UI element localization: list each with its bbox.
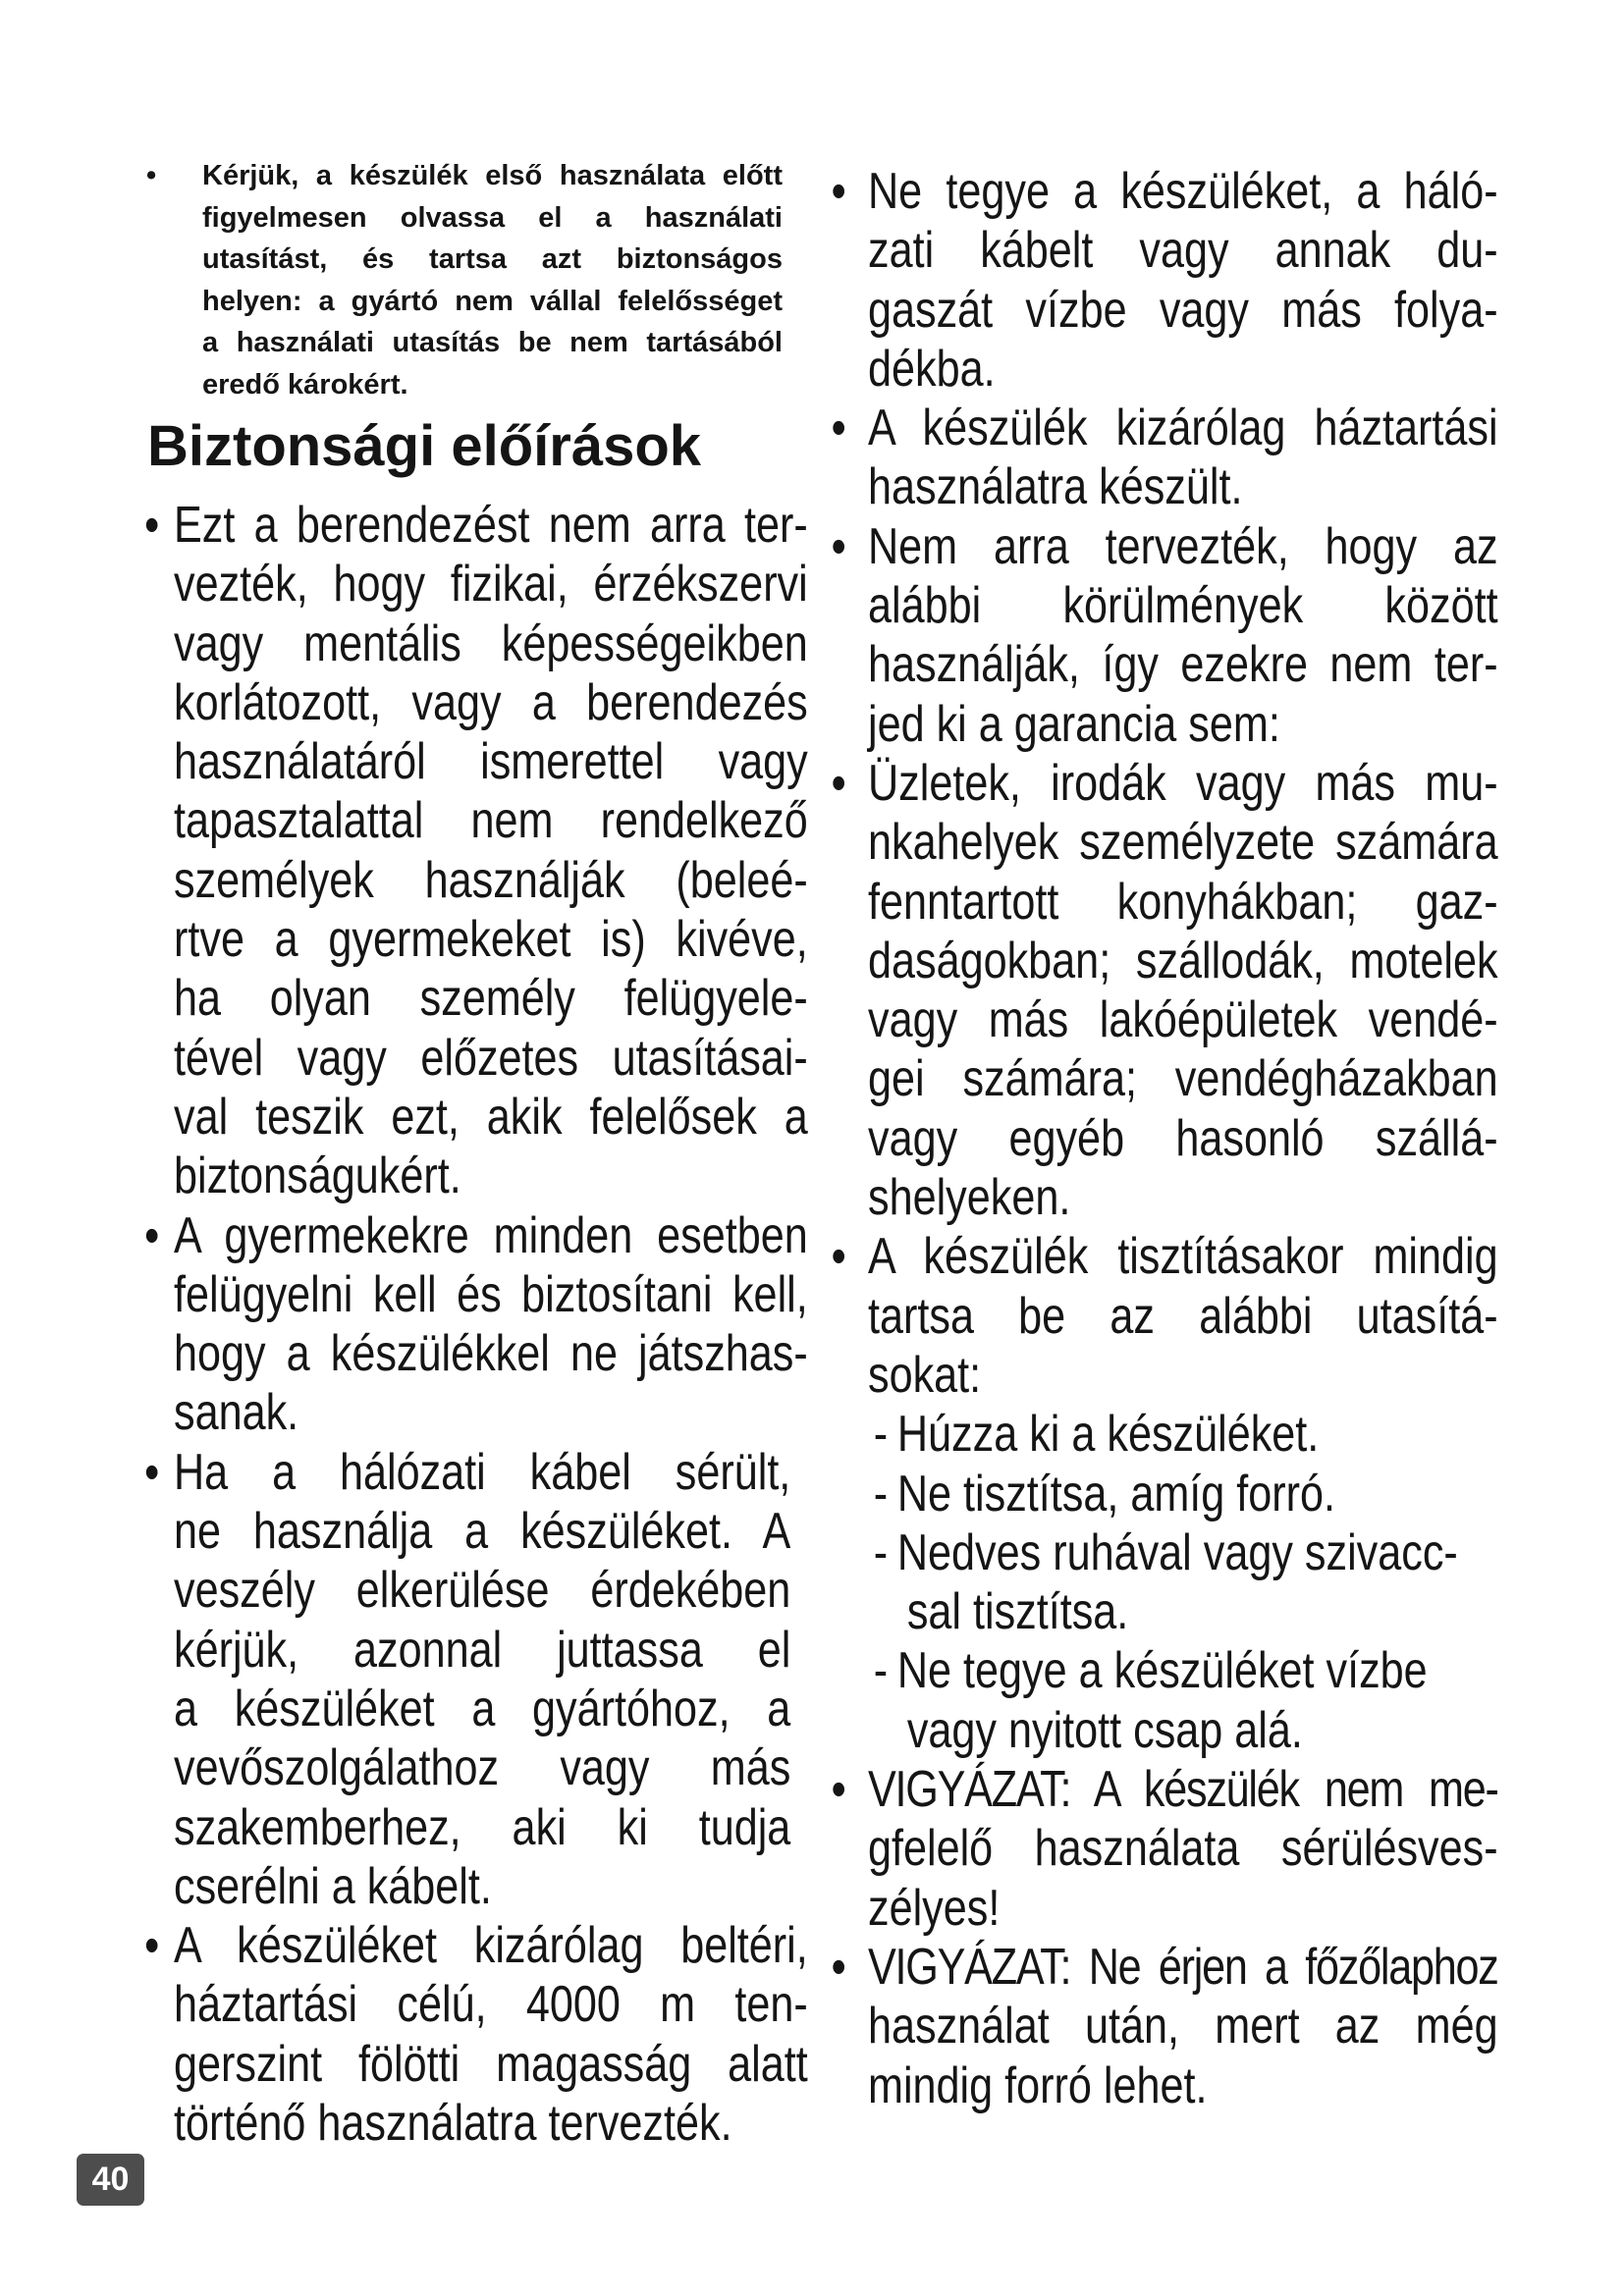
text-line: Kérjük, a készülék első használata előtt	[202, 160, 783, 191]
list-item	[144, 496, 808, 1206]
text-line: utasítást, és tartsa azt biztonságos	[202, 243, 783, 276]
text-line: VIGYÁZAT: Ne érjen a főzőlaphoz	[868, 1938, 1498, 1996]
text-line: szakemberhez, aki ki tudja	[174, 1798, 791, 1856]
text-line: dékba.	[868, 340, 996, 398]
text-line: háztartási célú, 4000 m ten-	[174, 1976, 808, 2034]
dash-marker: -	[873, 1642, 889, 1700]
text-line: Nedves ruhával vagy szivacc-	[896, 1523, 1458, 1581]
text-line: használatra készült.	[868, 458, 1243, 516]
text-line: zati kábelt vagy annak du-	[868, 222, 1498, 280]
bullet-marker: •	[831, 754, 846, 812]
text-line: vezték, hogy fizikai, érzékszervi	[174, 556, 808, 614]
dash-marker: -	[873, 1406, 889, 1464]
text-line: Ne tegye a készüléket vízbe	[896, 1642, 1428, 1700]
sub-list-item	[868, 1465, 1498, 1523]
text-line: vagy mentális képességeikben	[174, 614, 808, 672]
text-line: veszély elkerülése érdekében	[174, 1562, 791, 1620]
text-line: gaszát vízbe vagy más folya-	[868, 281, 1498, 339]
text-line: cserélni a kábelt.	[174, 1857, 492, 1915]
text-line: gfelelő használata sérülésves-	[868, 1820, 1498, 1878]
bullet-marker: •	[144, 497, 160, 554]
text-line: felügyelni kell és biztosítani kell,	[174, 1265, 808, 1323]
bullet-marker: •	[146, 160, 157, 191]
text-line: helyen: a gyártó nem vállal felelősséget	[202, 285, 783, 317]
text-line: tartsa be az alábbi utasítá-	[868, 1287, 1498, 1345]
text-line: Húzza ki a készüléket.	[896, 1406, 1320, 1464]
page-number-badge: 40	[77, 2154, 144, 2206]
text-line: ne használja a készüléket. A	[174, 1503, 791, 1561]
text-line: shelyeken.	[868, 1169, 1071, 1227]
text-line: zélyes!	[868, 1879, 1001, 1937]
text-line: A készüléket kizárólag beltéri,	[174, 1917, 808, 1975]
text-line: tével vagy előzetes utasításai-	[174, 1029, 808, 1087]
list-item	[144, 1916, 808, 2153]
list-item	[831, 399, 1498, 517]
list-item	[831, 1760, 1498, 1938]
intro-note	[146, 155, 783, 406]
list-item	[831, 517, 1498, 754]
text-line: használják, így ezekre nem ter-	[868, 636, 1498, 694]
text-line: sokat:	[868, 1346, 982, 1404]
text-line: Ne tegye a készüléket, a háló-	[868, 163, 1498, 220]
text-line: a készüléket a gyártóhoz, a	[174, 1680, 791, 1737]
text-line: vevőszolgálathoz vagy más	[174, 1739, 791, 1797]
bullet-marker: •	[144, 1206, 160, 1264]
text-line: személyek használják (beleé-	[174, 851, 808, 909]
text-line: rtve a gyermekeket is) kivéve,	[174, 911, 808, 969]
text-line: VIGYÁZAT: A készülék nem me-	[868, 1761, 1498, 1819]
text-line: eredő károkért.	[202, 368, 408, 400]
sub-list-item	[868, 1523, 1498, 1642]
text-line: ha olyan személy felügyele-	[174, 970, 808, 1028]
list-item	[831, 1938, 1498, 2115]
left-column	[144, 496, 938, 2153]
bullet-marker: •	[831, 1938, 846, 1996]
right-column-body	[831, 162, 1498, 2115]
list-item	[144, 1443, 791, 1916]
text-line: vagy egyéb hasonló szállá-	[868, 1109, 1498, 1167]
text-line: Ne tisztítsa, amíg forró.	[896, 1465, 1336, 1522]
text-line: gerszint fölötti magasság alatt	[174, 2035, 808, 2093]
text-line: figyelmesen olvassa el a használati	[202, 201, 783, 234]
text-line: fenntartott konyhákban; gaz-	[868, 873, 1498, 931]
text-line: daságokban; szállodák, motelek	[868, 932, 1498, 989]
text-line: A gyermekekre minden esetben	[174, 1206, 808, 1264]
bullet-marker: •	[831, 163, 846, 220]
text-line: Üzletek, irodák vagy más mu-	[868, 754, 1498, 812]
list-item	[831, 754, 1498, 1227]
text-line: Ezt a berendezést nem arra ter-	[174, 497, 808, 554]
bullet-marker: •	[831, 1228, 846, 1286]
list-item	[831, 1227, 1498, 1760]
text-line: tapasztalattal nem rendelkező	[174, 792, 808, 850]
dash-marker: -	[873, 1523, 889, 1581]
left-column-body	[144, 496, 808, 2153]
dash-marker: -	[873, 1465, 889, 1522]
text-line: Nem arra tervezték, hogy az	[868, 517, 1498, 575]
text-line: gei számára; vendégházakban	[868, 1050, 1498, 1108]
text-line: sanak.	[174, 1384, 299, 1442]
text-line: alábbi körülmények között	[868, 577, 1498, 635]
bullet-marker: •	[144, 1443, 160, 1501]
sub-list-item	[868, 1405, 1498, 1464]
sub-list-item	[868, 1641, 1498, 1760]
text-line: történő használatra tervezték.	[174, 2095, 732, 2153]
bullet-marker: •	[831, 400, 846, 457]
bullet-marker: •	[831, 1761, 846, 1819]
text-line: nkahelyek személyzete számára	[868, 814, 1498, 872]
text-line: biztonságukért.	[174, 1148, 461, 1205]
text-line: vagy nyitott csap alá.	[906, 1701, 1303, 1759]
text-line: A készülék tisztításakor mindig	[868, 1228, 1498, 1286]
text-line: A készülék kizárólag háztartási	[868, 400, 1498, 457]
text-line: használat után, mert az még	[868, 1998, 1498, 2056]
text-line: hogy a készülékkel ne játszhas-	[174, 1325, 808, 1383]
text-line: kérjük, azonnal juttassa el	[174, 1621, 791, 1679]
bullet-marker: •	[831, 517, 846, 575]
text-line: használatáról ismerettel vagy	[174, 733, 808, 791]
right-column	[831, 162, 1624, 2115]
section-heading: Biztonsági előírások	[147, 414, 702, 478]
text-line: mindig forró lehet.	[868, 2056, 1208, 2114]
list-item	[144, 1206, 808, 1443]
text-line: Ha a hálózati kábel sérült,	[174, 1443, 791, 1501]
bullet-marker: •	[144, 1917, 160, 1975]
text-line: korlátozott, vagy a berendezés	[174, 673, 808, 731]
text-line: val teszik ezt, akik felelősek a	[174, 1088, 808, 1146]
text-line: jed ki a garancia sem:	[868, 695, 1280, 753]
text-line: a használati utasítás be nem tartásából	[202, 327, 783, 359]
text-line: sal tisztítsa.	[906, 1583, 1129, 1641]
text-line: vagy más lakóépületek vendé-	[868, 991, 1498, 1049]
list-item	[831, 162, 1498, 399]
